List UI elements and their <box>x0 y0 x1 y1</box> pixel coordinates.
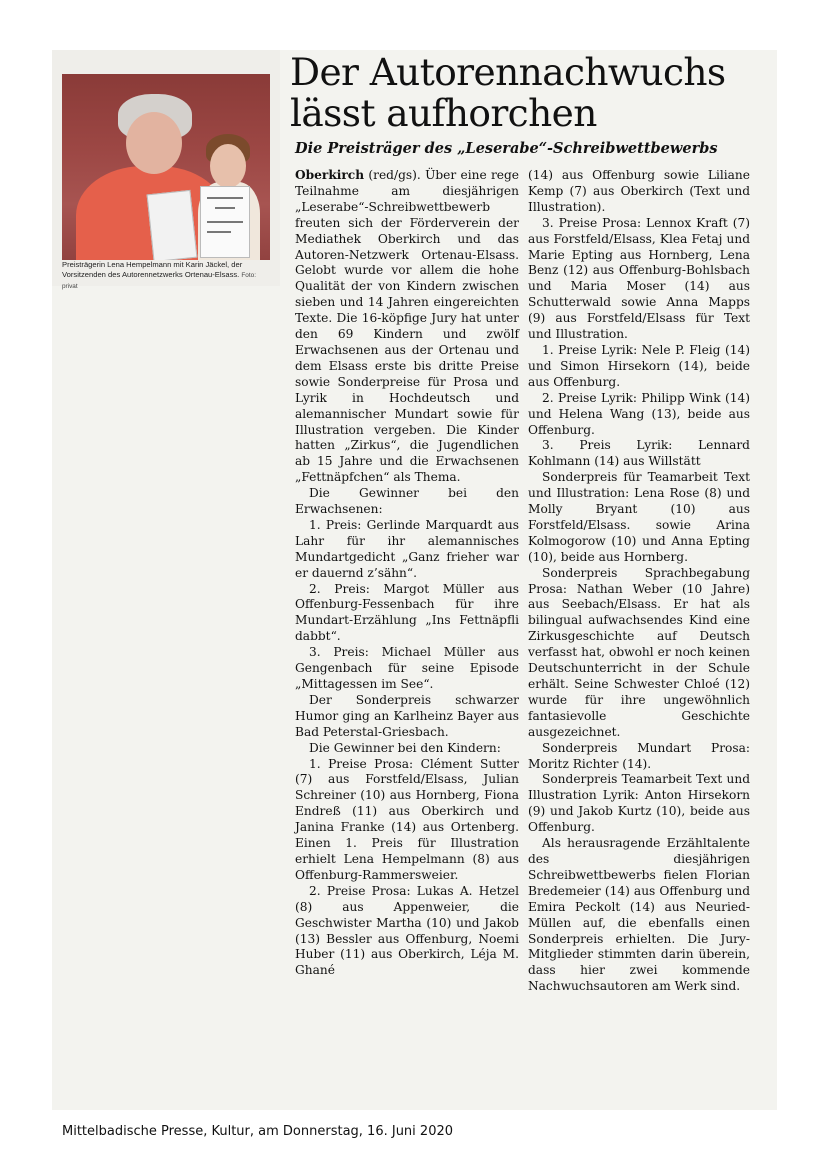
paragraph: Als herausragende Erzähltalente des diesjährigen Schreibwettbewerbs fielen Florian Bredemeier (14) aus Offenburg und Emira Peckolt (14) aus Neuried-Müllen auf, die ebenfalls einen Sonderpreis erhielten. Die Jury-Mitglieder stimmten darin überein, dass hier zwei kommende Nachwuchsautoren am Werk sind. <box>528 836 750 994</box>
paragraph: 1. Preis: Gerlinde Marquardt aus Lahr für ihr alemannisches Mundartgedicht „Ganz frieher war er dauernd z’sähn“. <box>295 517 519 580</box>
lead-paragraph <box>295 168 519 486</box>
article-headline: Der Autorennachwuchs lässt aufhorchen <box>290 50 726 135</box>
girl-face <box>210 144 246 188</box>
newspaper-clipping <box>52 50 777 1110</box>
paragraph: Sonderpreis Teamarbeit Text und Illustration Lyrik: Anton Hirsekorn (9) und Jakob Kurtz (10), beide aus Offenburg. <box>528 772 750 835</box>
article-column-2 <box>528 168 750 995</box>
woman-face <box>126 112 182 174</box>
certificate-left <box>147 190 198 260</box>
certificate-right <box>200 186 250 258</box>
paragraph-continued: (14) aus Offenburg sowie Liliane Kemp (7) aus Oberkirch (Text und Illustration). <box>528 168 750 214</box>
photo-box <box>52 50 280 290</box>
photo-credit: Foto: privat <box>62 272 256 290</box>
paragraph: 2. Preise Prosa: Lukas A. Hetzel (8) aus Appenweier, die Geschwister Martha (10) und Jakob (13) Bessler aus Offenburg, Noemi Huber (11) aus Oberkirch, Léja M. Ghané <box>295 883 519 978</box>
paragraph: 1. Preise Prosa: Clément Sutter (7) aus Forstfeld/Elsass, Julian Schreiner (10) aus Hornberg, Fiona Endreß (11) aus Oberkirch und Janina Franke (14) aus Ortenberg. Einen 1. Preis für Illustration erhielt Lena Hempelmann (8) aus Offenburg-Rammersweier. <box>295 756 519 882</box>
paragraph: 3. Preis Lyrik: Lennard Kohlmann (14) aus Willstätt <box>528 438 750 469</box>
paragraph: 2. Preise Lyrik: Philipp Wink (14) und Helena Wang (13), beide aus Offenburg. <box>528 390 750 437</box>
article-photo <box>62 74 270 260</box>
source-citation: Mittelbadische Presse, Kultur, am Donnerstag, 16. Juni 2020 <box>62 1124 454 1139</box>
paragraph: 3. Preise Prosa: Lennox Kraft (7) aus Forstfeld/Elsass, Klea Fetaj und Marie Epting aus Hornberg, Lena Benz (12) aus Offenburg-Bohlsbach und Maria Moser (14) aus Schutterwald sowie Anna Mapps (9) aus Forstfeld/Elsass für Text und Illustration. <box>528 215 750 342</box>
paragraph: Sonderpreis Mundart Prosa: Moritz Richter (14). <box>528 740 750 771</box>
article-column-1 <box>295 168 519 979</box>
paragraph: 2. Preis: Margot Müller aus Offenburg-Fessenbach für ihre Mundart-Erzählung „Ins Fettnäpfli dabbt“. <box>295 581 519 644</box>
photo-caption <box>62 260 272 292</box>
paragraph: Die Gewinner bei den Erwachsenen: <box>295 486 519 517</box>
paragraph: Sonderpreis Sprachbegabung Prosa: Nathan Weber (10 Jahre) aus Seebach/Elsass. Er hat als bilingual aufwachsendes Kind eine Zirkusgeschichte auf Deutsch verfasst hat, obwohl er noch keinen Deutschunterricht in der Schule erhält. Seine Schwester Chloé (12) wurde für ihre ungewöhnlich fantasievolle Geschichte ausgezeichnet. <box>528 565 750 739</box>
paragraph: 1. Preise Lyrik: Nele P. Fleig (14) und Simon Hirsekorn (14), beide aus Offenburg. <box>528 342 750 389</box>
dateline: Oberkirch <box>295 168 365 182</box>
paragraph: Sonderpreis für Teamarbeit Text und Illustration: Lena Rose (8) und Molly Bryant (10) aus Forstfeld/Elsass. sowie Arina Kolmogorow (10) und Anna Epting (10), beide aus Hornberg. <box>528 470 750 564</box>
article-subtitle: Die Preisträger des „Leserabe“-Schreibwettbewerbs <box>295 140 718 157</box>
paragraph: Der Sonderpreis schwarzer Humor ging an Karlheinz Bayer aus Bad Peterstal-Griesbach. <box>295 692 519 739</box>
lead-text: (red/gs). Über eine rege Teilnahme am diesjährigen „Leserabe“-Schreibwettbewerb freuten sich der Förderverein der Mediathek Oberkirch und das Autoren-Netzwerk Ortenau-Elsass. Gelobt wurde vor allem die hohe Qualität der von Kindern zwischen sieben und 14 Jahren eingereichten Texte. Die 16-köpfige Jury hat unter den 69 Kindern und zwölf Erwachsenen aus der Ortenau und dem Elsass erste bis dritte Preise sowie Sonderpreise für Prosa und Lyrik in Hochdeutsch und alemannischer Mundart sowie für Illustration vergeben. Die Kinder hatten „Zirkus“, die Jugendlichen ab 15 Jahre und die Erwachsenen „Fettnäpfchen“ als Thema. <box>295 168 519 485</box>
paragraph: 3. Preis: Michael Müller aus Gengenbach für seine Episode „Mittagessen im See“. <box>295 645 519 691</box>
paragraph: Die Gewinner bei den Kindern: <box>309 740 501 755</box>
caption-text: Preisträgerin Lena Hempelmann mit Karin Jäckel, der Vorsitzenden des Autorennetzwerks Ortenau-Elsass. <box>62 260 243 279</box>
